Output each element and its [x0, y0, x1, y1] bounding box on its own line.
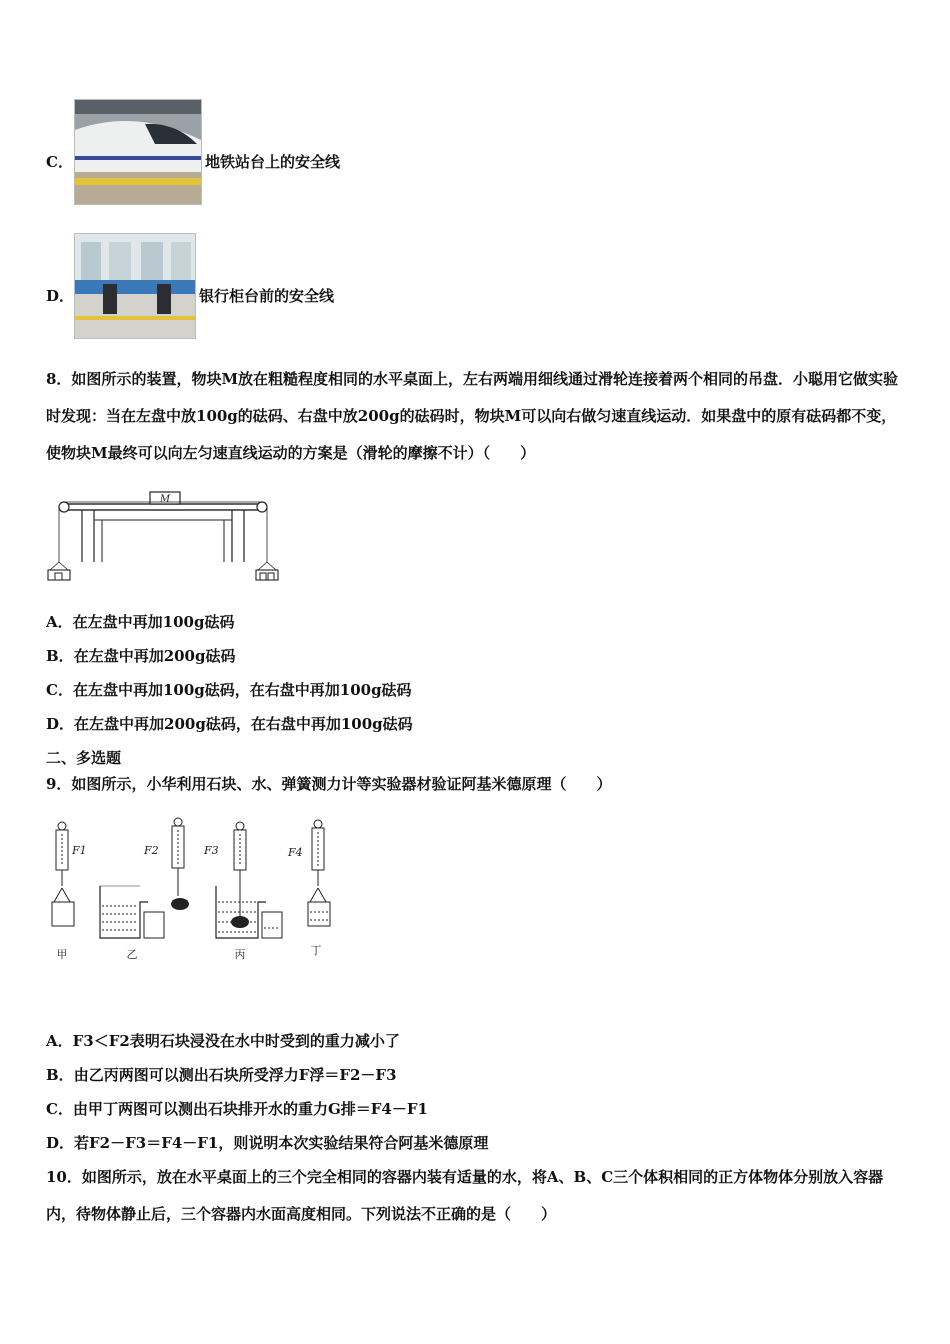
- q9-option-c: [46, 1098, 428, 1120]
- q9-yi-label: 乙: [126, 948, 138, 961]
- q9-option-b-label: B．: [46, 1066, 74, 1084]
- q9-option-b: [46, 1064, 397, 1086]
- q8-option-d: [46, 713, 413, 735]
- q9-stem: 9．如图所示，小华利用石块、水、弹簧测力计等实验器材验证阿基米德原理（ ）: [46, 775, 612, 793]
- q9-option-d: [46, 1132, 488, 1154]
- q9-option-d-text: 若F2－F3＝F4－F1，则说明本次实验结果符合阿基米德原理: [74, 1134, 489, 1152]
- q8-option-d-text: 在左盘中再加200g砝码，在右盘中再加100g砝码: [74, 715, 413, 733]
- q9-option-c-label: C．: [46, 1100, 73, 1118]
- q9-f1-label: F1: [72, 844, 87, 857]
- q9-option-b-text: 由乙丙两图可以测出石块所受浮力F浮＝F2－F3: [73, 1066, 397, 1084]
- q8-option-c: [46, 679, 412, 701]
- q9-option-c-text: 由甲丁两图可以测出石块排开水的重力G排＝F4－F1: [72, 1100, 428, 1118]
- q8-option-a-text: 在左盘中再加100g砝码: [72, 613, 235, 631]
- q9-option-a-text: F3＜F2表明石块浸没在水中时受到的重力减小了: [72, 1032, 400, 1050]
- q8-option-b: [46, 645, 236, 667]
- q8-option-a: [46, 611, 234, 633]
- q9-ding-label: 丁: [310, 944, 322, 957]
- q9-option-a: [46, 1030, 400, 1052]
- train-photo-icon: [74, 99, 202, 205]
- bank-counter-photo-icon: [74, 233, 196, 339]
- q8-option-c-label: C．: [46, 681, 73, 699]
- q7-option-c-label: C．: [46, 153, 73, 171]
- q8-option-b-label: B．: [46, 647, 74, 665]
- q9-experiment-diagram: [44, 816, 344, 970]
- section-title-multiple-choice: 二、多选题: [46, 749, 122, 767]
- q9-f3-label: F3: [204, 844, 219, 857]
- q8-block-label: M: [159, 494, 171, 505]
- q7-option-c-text: 地铁站台上的安全线: [205, 153, 341, 171]
- q8-option-c-text: 在左盘中再加100g砝码，在右盘中再加100g砝码: [72, 681, 412, 699]
- q8-option-d-label: D．: [46, 715, 75, 733]
- q9-option-a-label: A．: [46, 1032, 73, 1050]
- q8-stem: 8．如图所示的装置，物块M放在粗糙程度相同的水平桌面上，左右两端用细线通过滑轮连接着两个相同的吊盘．小聪用它做实验时发现：当在左盘中放100g的砝码、右盘中放200g的砝码时，物块M可以向右做匀速直线运动．如果盘中的原有砝码都不变，使物块M最终可以向左匀速直线运动的方案是（滑轮的摩擦不计）（ ）: [46, 370, 899, 462]
- q9-option-d-label: D．: [46, 1134, 75, 1152]
- q9-bing-label: 丙: [234, 948, 246, 961]
- q9-f2-label: F2: [144, 844, 159, 857]
- q7-option-d-label: D．: [46, 287, 75, 305]
- q9-jia-label: 甲: [56, 948, 68, 961]
- q10-stem: 10．如图所示，放在水平桌面上的三个完全相同的容器内装有适量的水，将A、B、C三个体积相同的正方体物体分别放入容器内，待物体静止后，三个容器内水面高度相同。下列说法不正确的是（ ）: [46, 1168, 884, 1223]
- q8-pulley-diagram: [46, 490, 280, 590]
- q9-f4-label: F4: [288, 846, 303, 859]
- q8-option-a-label: A．: [46, 613, 73, 631]
- q7-option-d-text: 银行柜台前的安全线: [199, 287, 335, 305]
- q8-option-b-text: 在左盘中再加200g砝码: [73, 647, 236, 665]
